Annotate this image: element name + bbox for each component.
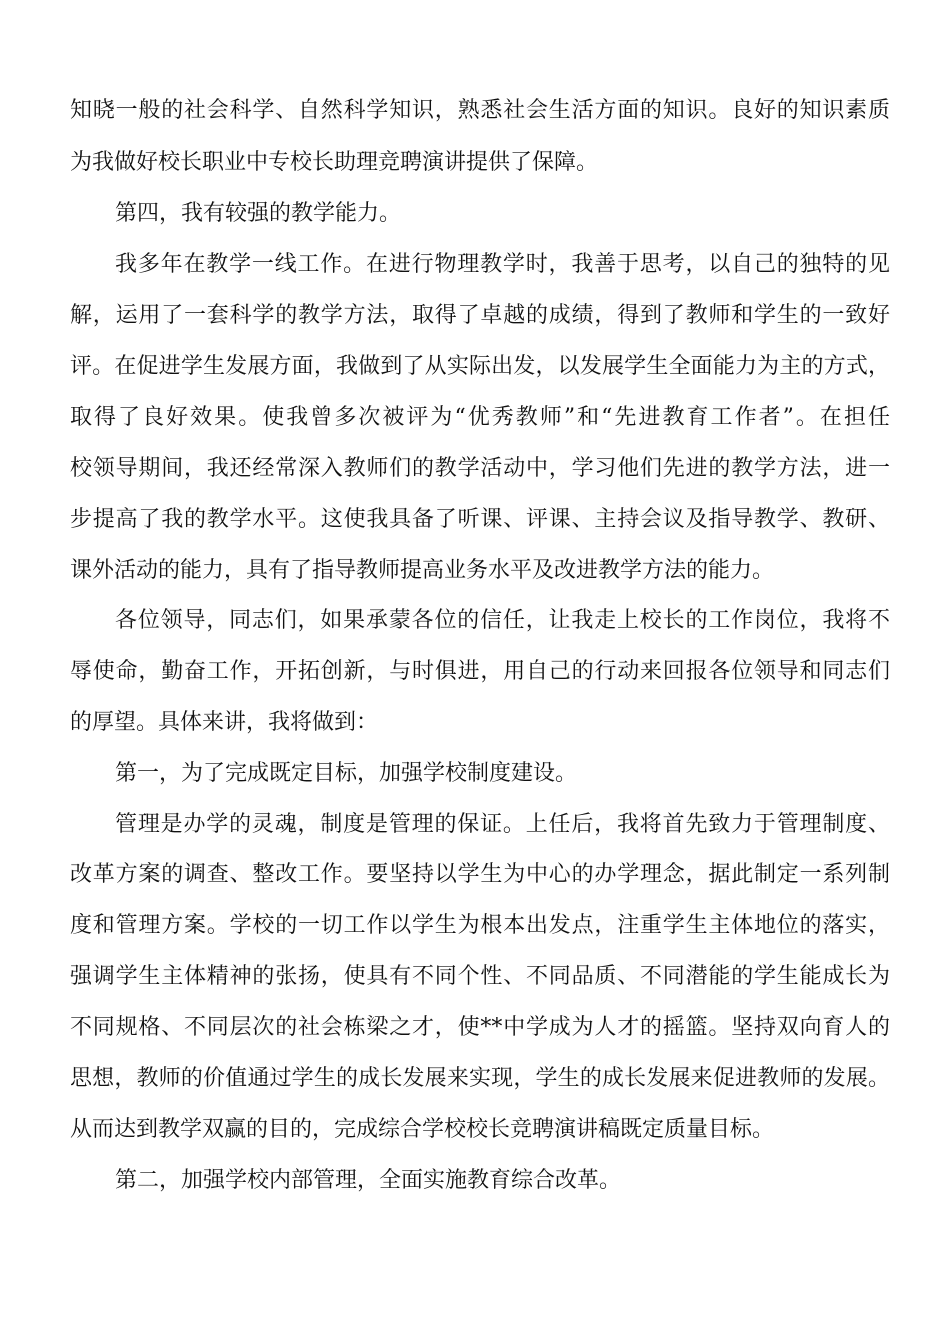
text-line: 思想，教师的价值通过学生的成长发展来实现，学生的成长发展来促进教师的发展。 bbox=[70, 1066, 890, 1091]
text-line: 改革方案的调查、整改工作。要坚持以学生为中心的办学理念，据此制定一系列制 bbox=[70, 862, 890, 887]
text-line: 知晓一般的社会科学、自然科学知识，熟悉社会生活方面的知识。良好的知识素质 bbox=[70, 98, 890, 123]
text-line: 取得了良好效果。使我曾多次被评为“优秀教师”和“先进教育工作者”。在担任 bbox=[70, 405, 890, 430]
text-line: 强调学生主体精神的张扬，使具有不同个性、不同品质、不同潜能的学生能成长为 bbox=[70, 964, 890, 989]
paragraph-heading: 第一，为了完成既定目标，加强学校制度建设。 bbox=[115, 761, 578, 786]
text-line: 评。在促进学生发展方面，我做到了从实际出发，以发展学生全面能力为主的方式， bbox=[70, 354, 890, 379]
text-line: 管理是办学的灵魂，制度是管理的保证。上任后，我将首先致力于管理制度、 bbox=[115, 812, 890, 837]
text-line: 我多年在教学一线工作。在进行物理教学时，我善于思考，以自己的独特的见 bbox=[115, 252, 890, 277]
text-line: 的厚望。具体来讲，我将做到： bbox=[70, 710, 379, 735]
text-line: 辱使命，勤奋工作，开拓创新，与时俱进，用自己的行动来回报各位领导和同志们 bbox=[70, 659, 890, 684]
text-line: 课外活动的能力，具有了指导教师提高业务水平及改进教学方法的能力。 bbox=[70, 558, 775, 583]
text-line: 从而达到教学双赢的目的，完成综合学校校长竞聘演讲稿既定质量目标。 bbox=[70, 1117, 775, 1142]
text-line: 不同规格、不同层次的社会栋梁之才，使**中学成为人才的摇篮。坚持双向育人的 bbox=[70, 1015, 890, 1040]
text-line: 解，运用了一套科学的教学方法，取得了卓越的成绩，得到了教师和学生的一致好 bbox=[70, 303, 890, 328]
paragraph-heading: 第四，我有较强的教学能力。 bbox=[115, 201, 402, 226]
paragraph-heading: 第二，加强学校内部管理，全面实施教育综合改革。 bbox=[115, 1168, 622, 1193]
text-line: 各位领导，同志们，如果承蒙各位的信任，让我走上校长的工作岗位，我将不 bbox=[115, 608, 890, 633]
text-line: 为我做好校长职业中专校长助理竞聘演讲提供了保障。 bbox=[70, 150, 599, 175]
text-line: 步提高了我的教学水平。这使我具备了听课、评课、主持会议及指导教学、教研、 bbox=[70, 507, 890, 532]
text-line: 度和管理方案。学校的一切工作以学生为根本出发点，注重学生主体地位的落实， bbox=[70, 913, 890, 938]
text-line: 校领导期间，我还经常深入教师们的教学活动中，学习他们先进的教学方法，进一 bbox=[70, 456, 890, 481]
